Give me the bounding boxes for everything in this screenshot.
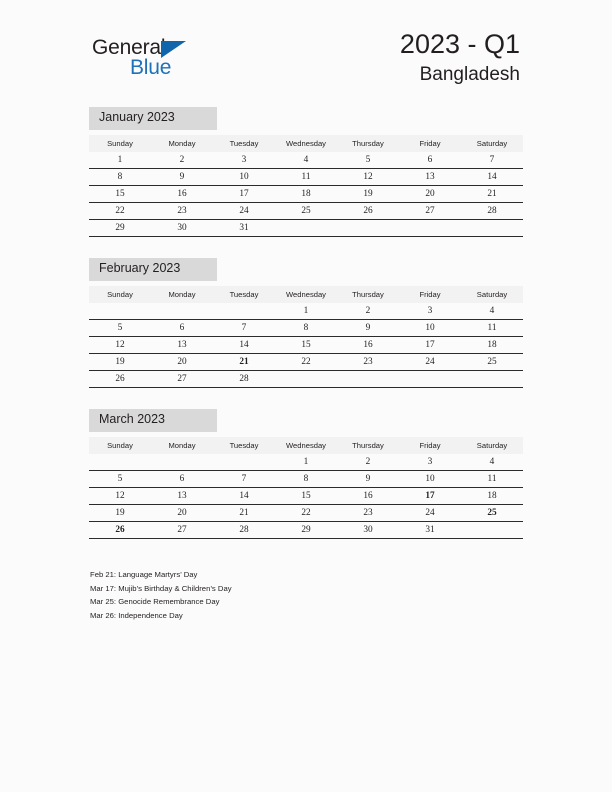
calendar-day[interactable]: 25 bbox=[461, 353, 523, 370]
calendar-day-holiday[interactable]: 17 bbox=[399, 487, 461, 504]
calendar-day-empty bbox=[399, 538, 461, 555]
weekday-header-monday: Monday bbox=[151, 135, 213, 152]
calendar-day[interactable]: 29 bbox=[89, 219, 151, 236]
calendar-day[interactable]: 2 bbox=[337, 454, 399, 471]
calendar-day[interactable]: 29 bbox=[275, 521, 337, 538]
calendar-day[interactable]: 25 bbox=[275, 202, 337, 219]
page-header bbox=[0, 30, 612, 100]
calendar-day[interactable]: 23 bbox=[337, 353, 399, 370]
weekday-header-sunday: Sunday bbox=[89, 437, 151, 454]
weekday-header-saturday: Saturday bbox=[461, 286, 523, 303]
calendar-day[interactable]: 28 bbox=[213, 521, 275, 538]
calendar-day[interactable]: 8 bbox=[275, 470, 337, 487]
calendar-day[interactable]: 28 bbox=[461, 202, 523, 219]
calendar-day-empty bbox=[275, 538, 337, 555]
brand-name-blue: Blue bbox=[130, 56, 172, 79]
calendar-week-row bbox=[89, 319, 523, 336]
calendar-day[interactable]: 13 bbox=[151, 336, 213, 353]
calendar-day[interactable]: 12 bbox=[337, 168, 399, 185]
calendar-day[interactable]: 16 bbox=[337, 336, 399, 353]
weekday-header-tuesday: Tuesday bbox=[213, 135, 275, 152]
calendar-day-empty bbox=[399, 219, 461, 236]
calendar-day-empty bbox=[337, 370, 399, 387]
calendar-day[interactable]: 15 bbox=[275, 487, 337, 504]
month-block-february bbox=[89, 258, 523, 388]
weekday-header-friday: Friday bbox=[399, 135, 461, 152]
calendar-day-empty bbox=[337, 538, 399, 555]
calendar-day[interactable]: 27 bbox=[399, 202, 461, 219]
calendar-day[interactable]: 15 bbox=[275, 336, 337, 353]
calendar-day[interactable]: 18 bbox=[461, 487, 523, 504]
weekday-header-row bbox=[89, 286, 523, 303]
calendar-day[interactable]: 16 bbox=[337, 487, 399, 504]
month-title: January 2023 bbox=[89, 107, 217, 130]
calendar-day[interactable]: 10 bbox=[213, 168, 275, 185]
calendar-day[interactable]: 26 bbox=[89, 370, 151, 387]
calendar-day[interactable]: 23 bbox=[337, 504, 399, 521]
calendar-day-empty bbox=[213, 454, 275, 471]
page-title: 2023 - Q1 bbox=[399, 29, 520, 59]
calendar-day-holiday[interactable]: 25 bbox=[461, 504, 523, 521]
brand-logo bbox=[92, 36, 292, 92]
month-block-march bbox=[89, 409, 523, 555]
calendar-day[interactable]: 18 bbox=[275, 185, 337, 202]
calendar-grid bbox=[89, 437, 523, 555]
calendar-day[interactable]: 14 bbox=[461, 168, 523, 185]
calendar-day-empty bbox=[213, 538, 275, 555]
page-subtitle: Bangladesh bbox=[419, 64, 520, 86]
calendar-day[interactable]: 11 bbox=[461, 470, 523, 487]
calendar-day[interactable]: 19 bbox=[89, 353, 151, 370]
weekday-header-tuesday: Tuesday bbox=[213, 286, 275, 303]
calendar-week-row bbox=[89, 504, 523, 521]
title-block bbox=[400, 30, 520, 88]
holiday-legend-item: Mar 26: Independence Day bbox=[90, 611, 183, 621]
calendar-day[interactable]: 20 bbox=[399, 185, 461, 202]
calendar-day[interactable]: 15 bbox=[89, 185, 151, 202]
calendar-day[interactable]: 24 bbox=[399, 353, 461, 370]
weekday-header-friday: Friday bbox=[399, 437, 461, 454]
calendar-day[interactable]: 12 bbox=[89, 336, 151, 353]
calendar-day[interactable]: 31 bbox=[213, 219, 275, 236]
calendar-week-row bbox=[89, 454, 523, 471]
calendar-day[interactable]: 7 bbox=[213, 470, 275, 487]
calendar-week-row bbox=[89, 353, 523, 370]
calendar-day[interactable]: 9 bbox=[151, 168, 213, 185]
calendar-week-row bbox=[89, 336, 523, 353]
calendar-week-row bbox=[89, 152, 523, 169]
weekday-header-saturday: Saturday bbox=[461, 437, 523, 454]
calendar-day[interactable]: 28 bbox=[213, 370, 275, 387]
weekday-header-monday: Monday bbox=[151, 437, 213, 454]
calendar-day[interactable]: 7 bbox=[461, 152, 523, 169]
weekday-header-wednesday: Wednesday bbox=[275, 135, 337, 152]
calendar-week-row bbox=[89, 219, 523, 236]
calendar-day[interactable]: 23 bbox=[151, 202, 213, 219]
calendar-day[interactable]: 5 bbox=[89, 319, 151, 336]
calendar-day[interactable]: 3 bbox=[399, 303, 461, 320]
weekday-header-friday: Friday bbox=[399, 286, 461, 303]
calendar-day[interactable]: 5 bbox=[337, 152, 399, 169]
calendar-day[interactable]: 27 bbox=[151, 521, 213, 538]
calendar-day[interactable]: 26 bbox=[337, 202, 399, 219]
calendar-day[interactable]: 21 bbox=[461, 185, 523, 202]
calendar-day[interactable]: 3 bbox=[399, 454, 461, 471]
weekday-header-wednesday: Wednesday bbox=[275, 437, 337, 454]
calendar-day-empty bbox=[461, 370, 523, 387]
calendar-day-empty bbox=[151, 538, 213, 555]
weekday-header-row bbox=[89, 135, 523, 152]
calendar-day[interactable]: 12 bbox=[89, 487, 151, 504]
calendar-day[interactable]: 13 bbox=[399, 168, 461, 185]
calendar-day[interactable]: 4 bbox=[461, 303, 523, 320]
calendar-day[interactable]: 5 bbox=[89, 470, 151, 487]
holiday-legend-item: Mar 17: Mujib’s Birthday & Children’s Day bbox=[90, 583, 232, 593]
calendar-day-empty bbox=[461, 521, 523, 538]
calendar-day-empty bbox=[275, 370, 337, 387]
calendar-day-empty bbox=[275, 219, 337, 236]
calendar-day[interactable]: 24 bbox=[399, 504, 461, 521]
calendar-day[interactable]: 6 bbox=[151, 470, 213, 487]
calendar-day[interactable]: 8 bbox=[89, 168, 151, 185]
calendar-day[interactable]: 14 bbox=[213, 336, 275, 353]
calendar-day[interactable]: 2 bbox=[337, 303, 399, 320]
weekday-header-tuesday: Tuesday bbox=[213, 437, 275, 454]
calendar-week-row bbox=[89, 202, 523, 219]
calendar-day-empty bbox=[89, 538, 151, 555]
calendar-week-row bbox=[89, 487, 523, 504]
calendar-day[interactable]: 9 bbox=[337, 470, 399, 487]
calendar-day-empty bbox=[461, 219, 523, 236]
calendar-day[interactable]: 22 bbox=[89, 202, 151, 219]
calendar-grid bbox=[89, 135, 523, 237]
holiday-legend-item: Mar 25: Genocide Remembrance Day bbox=[90, 597, 220, 607]
weekday-header-sunday: Sunday bbox=[89, 135, 151, 152]
calendar-day[interactable]: 1 bbox=[275, 454, 337, 471]
calendar-day[interactable]: 8 bbox=[275, 319, 337, 336]
calendar-day[interactable]: 22 bbox=[275, 504, 337, 521]
calendar-day[interactable]: 22 bbox=[275, 353, 337, 370]
calendar-day[interactable]: 30 bbox=[151, 219, 213, 236]
calendar-day[interactable]: 31 bbox=[399, 521, 461, 538]
calendar-week-row bbox=[89, 303, 523, 320]
month-title: March 2023 bbox=[89, 409, 217, 432]
weekday-header-sunday: Sunday bbox=[89, 286, 151, 303]
calendar-day[interactable]: 14 bbox=[213, 487, 275, 504]
calendar-day[interactable]: 4 bbox=[461, 454, 523, 471]
calendar-day[interactable]: 18 bbox=[461, 336, 523, 353]
calendar-day[interactable]: 16 bbox=[151, 185, 213, 202]
calendar-day[interactable]: 19 bbox=[337, 185, 399, 202]
holiday-legend-item: Feb 21: Language Martyrs’ Day bbox=[90, 570, 198, 579]
calendar-day-holiday[interactable]: 26 bbox=[89, 521, 151, 538]
calendar-day[interactable]: 27 bbox=[151, 370, 213, 387]
calendar-day[interactable]: 21 bbox=[213, 504, 275, 521]
calendar-week-row bbox=[89, 470, 523, 487]
calendar-day[interactable]: 6 bbox=[399, 152, 461, 169]
calendar-day[interactable]: 20 bbox=[151, 504, 213, 521]
calendar-day[interactable]: 1 bbox=[89, 152, 151, 169]
calendar-day[interactable]: 1 bbox=[275, 303, 337, 320]
calendar-day[interactable]: 24 bbox=[213, 202, 275, 219]
calendar-week-row bbox=[89, 168, 523, 185]
month-block-january bbox=[89, 107, 523, 237]
calendar-week-row bbox=[89, 185, 523, 202]
calendar-day-empty bbox=[337, 219, 399, 236]
calendar-day[interactable]: 3 bbox=[213, 152, 275, 169]
calendar-day[interactable]: 17 bbox=[399, 336, 461, 353]
weekday-header-wednesday: Wednesday bbox=[275, 286, 337, 303]
calendar-day[interactable]: 2 bbox=[151, 152, 213, 169]
weekday-header-row bbox=[89, 437, 523, 454]
brand-name-general: General bbox=[92, 36, 166, 59]
calendar-day[interactable]: 19 bbox=[89, 504, 151, 521]
calendar-day[interactable]: 11 bbox=[461, 319, 523, 336]
holiday-legend bbox=[90, 568, 510, 623]
calendar-day[interactable]: 9 bbox=[337, 319, 399, 336]
weekday-header-monday: Monday bbox=[151, 286, 213, 303]
calendar-day-empty bbox=[89, 303, 151, 320]
calendar-day[interactable]: 30 bbox=[337, 521, 399, 538]
calendar-filler-row bbox=[89, 538, 523, 555]
calendar-day-holiday[interactable]: 21 bbox=[213, 353, 275, 370]
calendar-day[interactable]: 20 bbox=[151, 353, 213, 370]
calendar-week-row bbox=[89, 521, 523, 538]
weekday-header-saturday: Saturday bbox=[461, 135, 523, 152]
calendar-day[interactable]: 11 bbox=[275, 168, 337, 185]
calendar-day-empty bbox=[151, 303, 213, 320]
calendar-day[interactable]: 10 bbox=[399, 319, 461, 336]
weekday-header-thursday: Thursday bbox=[337, 286, 399, 303]
calendar-day[interactable]: 17 bbox=[213, 185, 275, 202]
calendar-day-empty bbox=[89, 454, 151, 471]
calendar-day-empty bbox=[461, 538, 523, 555]
month-title: February 2023 bbox=[89, 258, 217, 281]
calendar-week-row bbox=[89, 370, 523, 387]
calendar-grid bbox=[89, 286, 523, 388]
calendar-day-empty bbox=[213, 303, 275, 320]
calendar-day-empty bbox=[151, 454, 213, 471]
calendar-day[interactable]: 13 bbox=[151, 487, 213, 504]
calendar-day[interactable]: 7 bbox=[213, 319, 275, 336]
weekday-header-thursday: Thursday bbox=[337, 135, 399, 152]
weekday-header-thursday: Thursday bbox=[337, 437, 399, 454]
calendar-day-empty bbox=[399, 370, 461, 387]
calendar-day[interactable]: 10 bbox=[399, 470, 461, 487]
calendar-day[interactable]: 6 bbox=[151, 319, 213, 336]
calendar-day[interactable]: 4 bbox=[275, 152, 337, 169]
